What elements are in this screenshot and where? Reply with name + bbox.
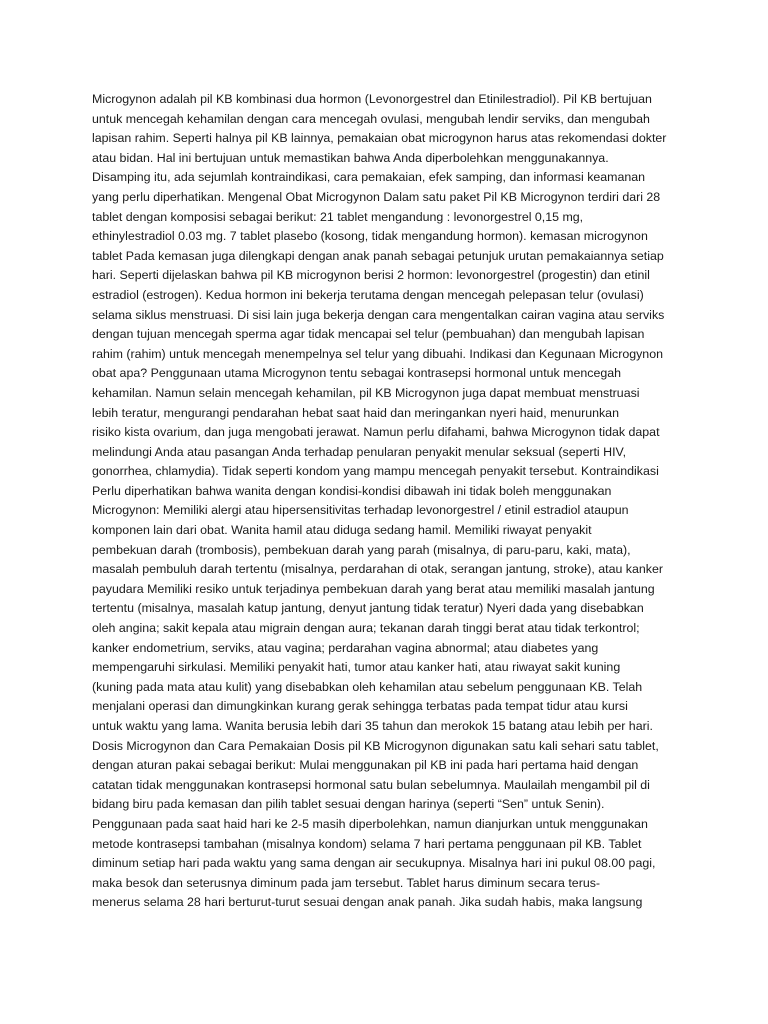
text-line: Microgynon: Memiliki alergi atau hipersensitivitas terhadap levonorgestrel / etinil estradiol ataupun xyxy=(92,503,629,518)
text-line: tablet dengan komposisi sebagai berikut: 21 tablet mengandung : levonorgestrel 0,15 mg, xyxy=(92,209,584,224)
text-line: ethinylestradiol 0.03 mg. 7 tablet plasebo (kosong, tidak mengandung hormon). kemasan microgynon xyxy=(92,229,648,244)
text-line: menjalani operasi dan dimungkinkan kurang gerak sehingga terbatas pada tempat tidur atau kursi xyxy=(92,699,628,714)
text-line: kanker endometrium, serviks, atau vagina; perdarahan vagina abnormal; atau diabetes yang xyxy=(92,640,599,655)
text-line: Microgynon adalah pil KB kombinasi dua hormon (Levonorgestrel dan Etinilestradiol). Pil KB bertujuan xyxy=(92,92,652,106)
text-line: untuk mencegah kehamilan dengan cara mencegah ovulasi, mengubah lendir serviks, dan mengubah xyxy=(92,111,650,126)
text-line: payudara Memiliki resiko untuk terjadinya pembekuan darah yang berat atau memiliki masalah jantung xyxy=(92,581,655,596)
text-line: kehamilan. Namun selain mencegah kehamilan, pil KB Microgynon juga dapat membuat menstruasi xyxy=(92,385,640,400)
text-line: pembekuan darah (trombosis), pembekuan darah yang parah (misalnya, di paru-paru, kaki, mata), xyxy=(92,542,631,557)
text-line: tertentu (misalnya, masalah katup jantung, denyut jantung tidak teratur) Nyeri dada yang disebabkan xyxy=(92,601,644,616)
text-line: maka besok dan seterusnya diminum pada jam tersebut. Tablet harus diminum secara terus- xyxy=(92,875,601,890)
text-line: gonorrhea, chlamydia). Tidak seperti kondom yang mampu mencegah penyakit tersebut. Kontraindikasi xyxy=(92,464,659,479)
text-line: masalah pembuluh darah tertentu (misalnya, perdarahan di otak, serangan jantung, stroke), atau kanker xyxy=(92,562,663,577)
text-line: mempengaruhi sirkulasi. Memiliki penyakit hati, tumor atau kanker hati, atau riwayat sakit kuning xyxy=(92,660,621,675)
text-line: (kuning pada mata atau kulit) yang disebabkan oleh kehamilan atau sebelum penggunaan KB. Telah xyxy=(92,679,643,694)
text-line: yang perlu diperhatikan. Mengenal Obat Microgynon Dalam satu paket Pil KB Microgynon terdiri dari 28 xyxy=(92,189,661,204)
text-line: lebih teratur, mengurangi pendarahan hebat saat haid dan meringankan nyeri haid, menurunkan xyxy=(92,405,619,420)
text-line: dengan aturan pakai sebagai berikut: Mulai menggunakan pil KB ini pada hari pertama haid dengan xyxy=(92,758,639,773)
text-line: dengan tujuan mencegah sperma agar tidak mencapai sel telur (pembuahan) dan mengubah lapisan xyxy=(92,327,645,342)
text-line: melindungi Anda atau pasangan Anda terhadap penularan penyakit menular seksual (seperti HIV, xyxy=(92,444,627,459)
text-line: bidang biru pada kemasan dan pilih tablet sesuai dengan harinya (seperti “Sen” untuk Senin). xyxy=(92,797,605,812)
text-line: hari. Seperti dijelaskan bahwa pil KB microgynon berisi 2 hormon: levonorgestrel (progestin) dan etinil xyxy=(92,268,650,283)
text-line: oleh angina; sakit kepala atau migrain dengan aura; tekanan darah tinggi berat atau tidak terkontrol; xyxy=(92,621,640,636)
text-line: Dosis Microgynon dan Cara Pemakaian Dosis pil KB Microgynon digunakan satu kali sehari satu tablet, xyxy=(92,738,659,753)
text-line: tablet Pada kemasan juga dilengkapi dengan anak panah sebagai petunjuk urutan pemakaiannya setiap xyxy=(92,248,664,263)
text-line: diminum setiap hari pada waktu yang sama dengan air secukupnya. Misalnya hari ini pukul 08.00 pagi, xyxy=(92,856,656,871)
body-paragraph xyxy=(92,90,674,913)
text-line: Penggunaan pada saat haid hari ke 2-5 masih diperbolehkan, namun dianjurkan untuk menggunakan xyxy=(92,816,648,831)
text-line: Disamping itu, ada sejumlah kontraindikasi, cara pemakaian, efek samping, dan informasi keamanan xyxy=(92,170,646,185)
text-line: catatan tidak menggunakan kontrasepsi hormonal satu bulan sebelumnya. Maulailah mengambil pil di xyxy=(92,777,650,792)
text-line: metode kontrasepsi tambahan (misalnya kondom) selama 7 hari pertama penggunaan pil KB. Tablet xyxy=(92,836,642,851)
text-line: komponen lain dari obat. Wanita hamil atau diduga sedang hamil. Memiliki riwayat penyakit xyxy=(92,523,592,538)
text-line: risiko kista ovarium, dan juga mengobati jerawat. Namun perlu difahami, bahwa Microgynon tidak dapat xyxy=(92,425,660,440)
text-line: obat apa? Penggunaan utama Microgynon tentu sebagai kontrasepsi hormonal untuk mencegah xyxy=(92,366,622,381)
text-line: selama siklus menstruasi. Di sisi lain juga bekerja dengan cara mengentalkan cairan vagina atau serviks xyxy=(92,307,665,322)
text-line: estradiol (estrogen). Kedua hormon ini bekerja terutama dengan mencegah pelepasan telur (ovulasi) xyxy=(92,287,644,302)
text-line: menerus selama 28 hari berturut-turut sesuai dengan anak panah. Jika sudah habis, maka langsung xyxy=(92,895,643,910)
text-line: lapisan rahim. Seperti halnya pil KB lainnya, pemakaian obat microgynon harus atas rekomendasi dokter xyxy=(92,131,667,146)
text-line: untuk waktu yang lama. Wanita berusia lebih dari 35 tahun dan merokok 15 batang atau lebih per hari. xyxy=(92,719,653,733)
text-line: atau bidan. Hal ini bertujuan untuk memastikan bahwa Anda diperbolehkan menggunakannya. xyxy=(92,150,609,165)
text-line: rahim (rahim) untuk mencegah menempelnya sel telur yang dibuahi. Indikasi dan Kegunaan Microgynon xyxy=(92,346,663,361)
text-line: Perlu diperhatikan bahwa wanita dengan kondisi-kondisi dibawah ini tidak boleh menggunakan xyxy=(92,483,612,498)
